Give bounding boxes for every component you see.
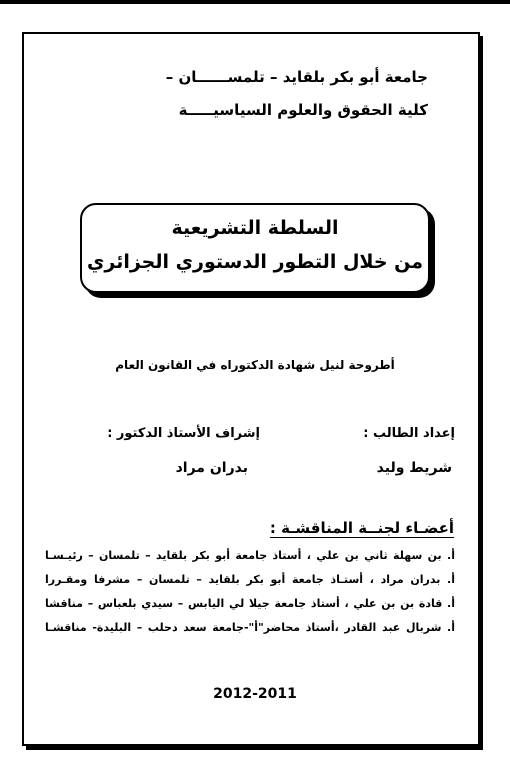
page-border	[22, 32, 480, 746]
title-box	[80, 203, 430, 293]
top-rule	[0, 0, 510, 4]
prepared-by-label: إعداد الطالب :	[363, 426, 455, 441]
student-name: شريط وليد	[376, 460, 452, 476]
title-line-2: من خلال التطور الدستوري الجزائري	[86, 251, 424, 273]
committee-member: أ. بن سهلة ثاني بن علي ، أستاذ جامعة أبو بكر بلقايد – تلمسان – رئيـسـا	[45, 549, 455, 562]
thesis-statement: أطروحة لنيل شهادة الدكتوراه في القانون العام	[115, 358, 395, 372]
university-name: جامعة أبو بكر بلقايد – تلمســــــان –	[165, 68, 428, 86]
supervisor-label: إشراف الأستاذ الدكتور :	[107, 426, 260, 441]
faculty-name: كلية الحقوق والعلوم السياسيـــــة	[178, 101, 428, 119]
title-line-1: السلطة التشريعية	[171, 217, 339, 239]
committee-member: أ. بدران مراد ، أستـاذ جامعة أبو بكر بلقايد – تلمسان – مشرفا ومقـررا	[45, 573, 455, 586]
page-border-shadow-right	[480, 36, 483, 750]
academic-year: 2012-2011	[213, 686, 297, 702]
page-border-shadow-bottom	[26, 746, 483, 750]
supervisor-name: بدران مراد	[175, 460, 248, 476]
committee-heading: أعضـاء لجنــة المناقشـة :	[269, 519, 454, 537]
committee-member: أ. شربال عبد القادر ،أستاذ محاضر"أ"-جامعة سعد دحلب – البليدة- مناقشـا	[45, 621, 455, 634]
committee-member: أ. قادة بن بن علي ، أستاذ جامعة جيلا لي اليابس – سيدي بلعباس – مناقشا	[45, 597, 455, 610]
